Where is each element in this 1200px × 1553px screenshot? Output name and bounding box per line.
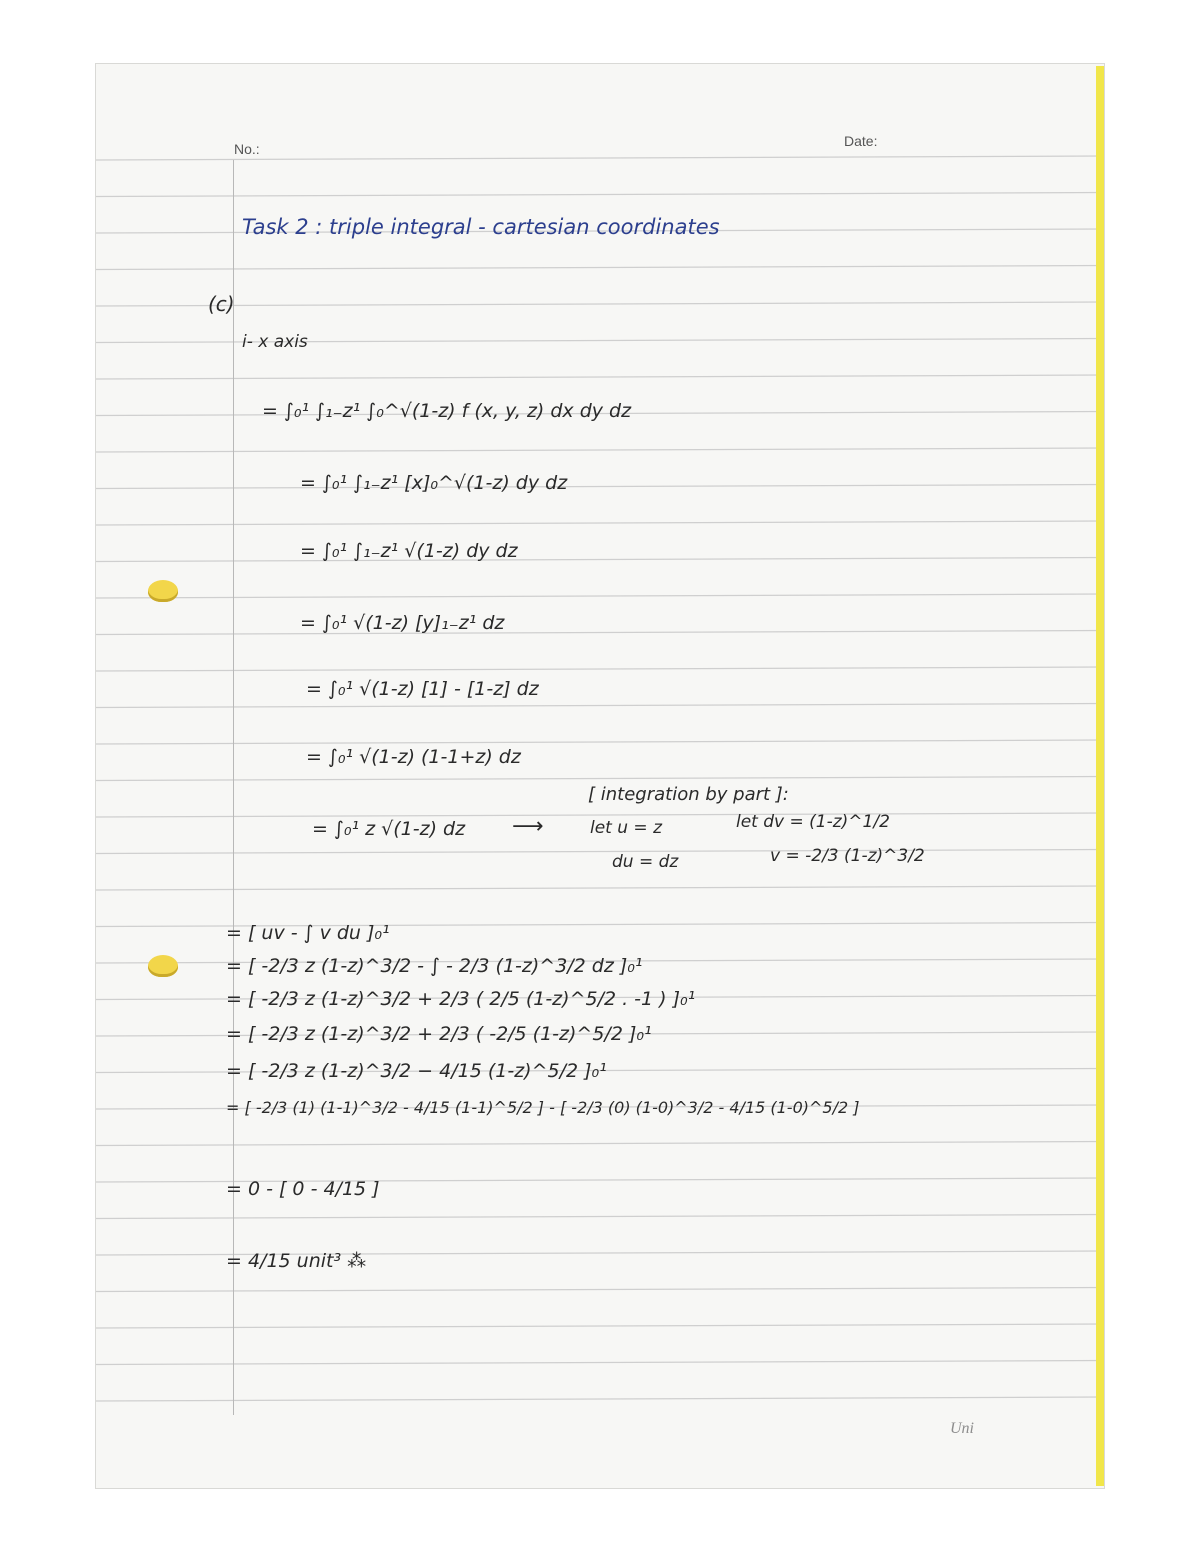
ruled-line <box>96 448 1104 452</box>
solution-line-1: = [ uv - ∫ v du ]₀¹ <box>226 922 390 944</box>
ruled-line <box>96 521 1104 525</box>
notebook-page <box>96 64 1104 1488</box>
task-title: Task 2 : triple integral - cartesian coordinates <box>242 215 720 239</box>
number-label: No.: <box>234 141 260 157</box>
ruled-line <box>96 1397 1104 1401</box>
step-1: = ∫₀¹ ∫₁₋z¹ ∫₀^√(1-z) f (x, y, z) dx dy dz <box>262 400 632 422</box>
ruled-line <box>96 850 1104 854</box>
page-edge <box>1096 66 1104 1486</box>
ruled-line <box>96 777 1104 781</box>
ruled-line <box>96 594 1104 598</box>
ibp-du: du = dz <box>612 852 679 872</box>
step-7: = ∫₀¹ z √(1-z) dz <box>312 818 466 840</box>
ruled-line <box>96 631 1104 635</box>
notebook-logo: Uni <box>950 1420 974 1437</box>
step-3: = ∫₀¹ ∫₁₋z¹ √(1-z) dy dz <box>300 540 518 562</box>
ibp-arrow: ⟶ <box>512 814 544 839</box>
ibp-let-dv: let dv = (1-z)^1/2 <box>736 812 890 832</box>
solution-line-4: = [ -2/3 z (1-z)^3/2 + 2/3 ( -2/5 (1-z)^5/2 ]₀¹ <box>226 1023 652 1045</box>
step-6: = ∫₀¹ √(1-z) (1-1+z) dz <box>306 746 521 768</box>
step-4: = ∫₀¹ √(1-z) [y]₁₋z¹ dz <box>300 612 505 634</box>
ruled-line <box>96 1288 1104 1292</box>
ruled-line <box>96 740 1104 744</box>
ibp-heading: [ integration by part ]: <box>588 784 789 805</box>
ibp-v: v = -2/3 (1-z)^3/2 <box>770 846 925 866</box>
solution-line-6: = [ -2/3 (1) (1-1)^3/2 - 4/15 (1-1)^5/2 ] - [ -2/3 (0) (1-0)^3/2 - 4/15 (1-0)^5/2 ] <box>226 1098 860 1117</box>
solution-line-7: = 0 - [ 0 - 4/15 ] <box>226 1178 380 1200</box>
ruled-line <box>96 1142 1104 1146</box>
ibp-let-u: let u = z <box>590 818 663 838</box>
part-label: (c) <box>208 292 235 316</box>
ruled-line <box>96 375 1104 379</box>
ruled-line <box>96 667 1104 671</box>
solution-line-2: = [ -2/3 z (1-z)^3/2 - ∫ - 2/3 (1-z)^3/2 dz ]₀¹ <box>226 955 643 977</box>
ruled-line <box>96 813 1104 817</box>
ruled-line <box>96 558 1104 562</box>
ruled-line <box>96 886 1104 890</box>
ruled-line <box>96 704 1104 708</box>
binder-hole-bottom <box>148 955 178 977</box>
subpart-label: i- x axis <box>242 332 308 352</box>
step-5: = ∫₀¹ √(1-z) [1] - [1-z] dz <box>306 678 539 700</box>
ruled-line <box>96 1324 1104 1328</box>
date-label: Date: <box>844 133 878 149</box>
ruled-line <box>96 485 1104 489</box>
solution-line-5: = [ -2/3 z (1-z)^3/2 − 4/15 (1-z)^5/2 ]₀¹ <box>226 1060 607 1082</box>
ruled-line <box>96 193 1104 197</box>
margin-line <box>233 160 234 1415</box>
ruled-line <box>96 302 1104 306</box>
ruled-line <box>96 1361 1104 1365</box>
ruled-line <box>96 1215 1104 1219</box>
solution-line-3: = [ -2/3 z (1-z)^3/2 + 2/3 ( 2/5 (1-z)^5/2 . -1 ) ]₀¹ <box>226 988 696 1010</box>
ruled-lines <box>96 64 1104 1488</box>
ruled-line <box>96 266 1104 270</box>
final-answer: = 4/15 unit³ ⁂ <box>226 1250 367 1272</box>
step-2: = ∫₀¹ ∫₁₋z¹ [x]₀^√(1-z) dy dz <box>300 472 568 494</box>
binder-hole-top <box>148 580 178 602</box>
